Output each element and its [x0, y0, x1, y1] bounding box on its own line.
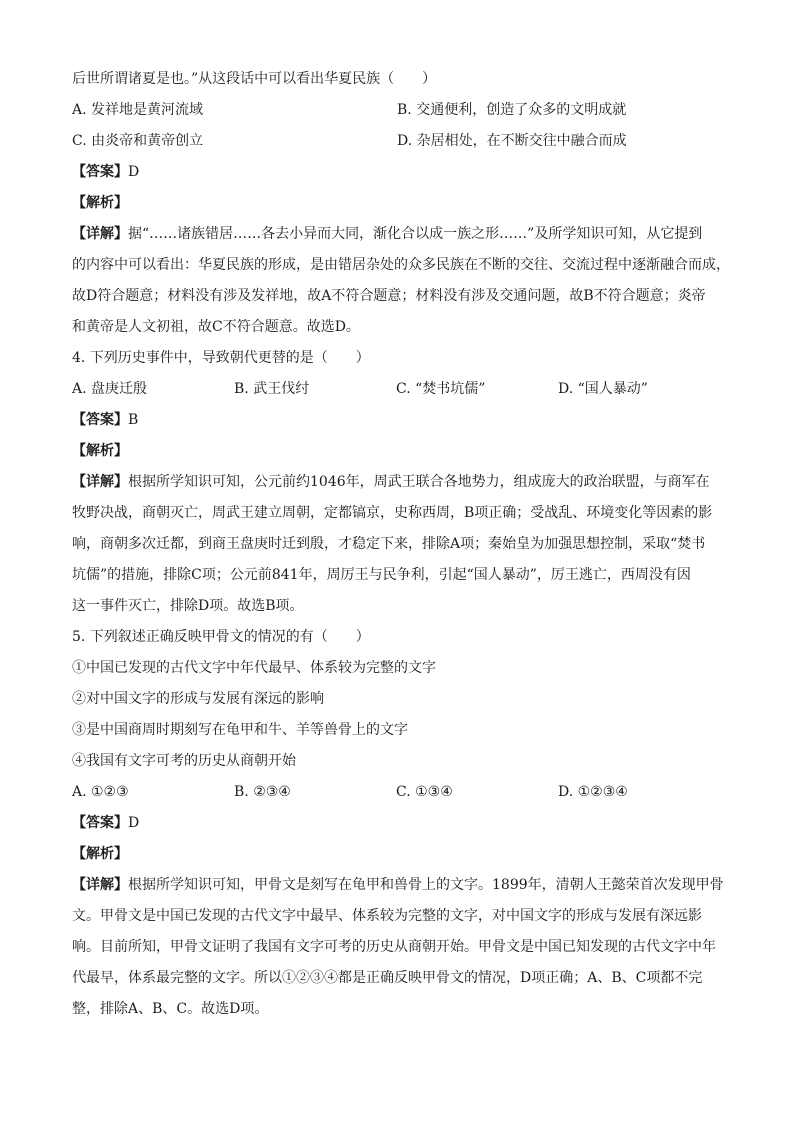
- q3-option-c: C. 由炎帝和黄帝创立: [72, 133, 204, 149]
- q5-detail-line: 响。目前所知，甲骨文证明了我国有文字可考的历史从商朝开始。甲骨文是中国已知发现的古代文字中年: [72, 939, 716, 955]
- analysis-tag: 【解析】: [72, 846, 128, 862]
- q3-analysis: [72, 188, 722, 219]
- q5-statement-4: ④我国有文字可考的历史从商朝开始: [72, 753, 296, 769]
- q5-detail-line: 代最早，体系最完整的文字。所以①②③④都是正确反映甲骨文的情况，D项正确；A、B、C项都不完: [72, 970, 703, 986]
- q3-detail-line: 的内容中可以看出：华夏民族的形成，是由错居杂处的众多民族在不断的交往、交流过程中逐渐融合而成，: [72, 257, 730, 273]
- q4-options-row: [72, 374, 722, 405]
- answer-tag: 【答案】: [72, 815, 128, 831]
- q4-detail-line: 坑儒”的措施，排除C项；公元前841年，周厉王与民争利，引起“国人暴动”，厉王逃亡，西周没有因: [72, 567, 691, 583]
- q3-option-b: B. 交通便利，创造了众多的文明成就: [397, 102, 627, 118]
- detail-text: 根据所学知识可知，甲骨文是刻写在龟甲和兽骨上的文字。1899年，清朝人王懿荣首次发现甲骨: [128, 877, 724, 893]
- q5-statement-2: ②对中国文字的形成与发展有深远的影响: [72, 691, 324, 707]
- q5-options-row: [72, 777, 722, 808]
- q4-detail-line: 响，商朝多次迁都，到商王盘庚时迁到殷，才稳定下来，排除A项；秦始皇为加强思想控制，采取“焚书: [72, 536, 706, 552]
- q3-option-d: D. 杂居相处，在不断交往中融合而成: [397, 133, 627, 149]
- q4-detail-line: 这一事件灭亡，排除D项。故选B项。: [72, 598, 304, 614]
- q5-option-b: B. ②③④: [234, 784, 291, 800]
- q5-option-a: A. ①②③: [72, 784, 129, 800]
- analysis-tag: 【解析】: [72, 443, 128, 459]
- q5-statement-1: ①中国已发现的古代文字中年代最早、体系较为完整的文字: [72, 660, 436, 676]
- detail-tag: 【详解】: [72, 877, 128, 893]
- detail-text: 根据所学知识可知，公元前约1046年，周武王联合各地势力，组成庞大的政治联盟，与商军在: [128, 474, 710, 490]
- q5-detail-line: 文。甲骨文是中国已发现的古代文字中最早、体系较为完整的文字，对中国文字的形成与发展有深远影: [72, 908, 702, 924]
- q4-detail-line: 牧野决战，商朝灭亡，周武王建立周朝，定都镐京，史称西周，B项正确；受战乱、环境变化等因素的影: [72, 505, 713, 521]
- answer-value: D: [128, 815, 140, 831]
- answer-tag: 【答案】: [72, 164, 128, 180]
- q4-option-d: D. “国人暴动”: [558, 381, 648, 397]
- q3-detail-line: 故D符合题意；材料没有涉及发祥地，故A不符合题意；材料没有涉及交通问题，故B不符合题意；炎帝: [72, 288, 706, 304]
- detail-text: 据“……诸族错居……各去小异而大同，渐化合以成一族之形……”及所学知识可知，从它提到: [128, 226, 703, 242]
- q4-stem: 4. 下列历史事件中，导致朝代更替的是（ ）: [72, 350, 370, 366]
- q3-answer: [72, 157, 722, 188]
- q4-detail-line: [72, 467, 722, 498]
- q5-stem: 5. 下列叙述正确反映甲骨文的情况的有（ ）: [72, 629, 370, 645]
- q5-option-c: C. ①③④: [396, 784, 453, 800]
- q5-analysis: [72, 839, 722, 870]
- q3-options-row-2: [72, 126, 722, 157]
- q3-detail-line: [72, 219, 722, 250]
- answer-tag: 【答案】: [72, 412, 128, 428]
- q5-detail-line: 整，排除A、B、C。故选D项。: [72, 1001, 269, 1017]
- q3-detail-line: 和黄帝是人文初祖，故C不符合题意。故选D。: [72, 319, 360, 335]
- q3-option-a: A. 发祥地是黄河流域: [72, 102, 204, 118]
- analysis-tag: 【解析】: [72, 195, 128, 211]
- q5-answer: [72, 808, 722, 839]
- q3-stem: 后世所谓诸夏是也。”从这段话中可以看出华夏民族（ ）: [72, 71, 437, 87]
- answer-value: D: [128, 164, 140, 180]
- detail-tag: 【详解】: [72, 226, 128, 242]
- q4-answer: [72, 405, 722, 436]
- q5-option-d: D. ①②③④: [558, 784, 628, 800]
- q4-analysis: [72, 436, 722, 467]
- q5-detail-line: [72, 870, 722, 901]
- page-content: [72, 64, 730, 1025]
- q4-option-b: B. 武王伐纣: [234, 381, 310, 397]
- q4-option-a: A. 盘庚迁殷: [72, 381, 148, 397]
- detail-tag: 【详解】: [72, 474, 128, 490]
- answer-value: B: [128, 412, 139, 428]
- q3-options-row-1: [72, 95, 722, 126]
- q5-statement-3: ③是中国商周时期刻写在龟甲和牛、羊等兽骨上的文字: [72, 722, 408, 738]
- q4-option-c: C. “焚书坑儒”: [396, 381, 486, 397]
